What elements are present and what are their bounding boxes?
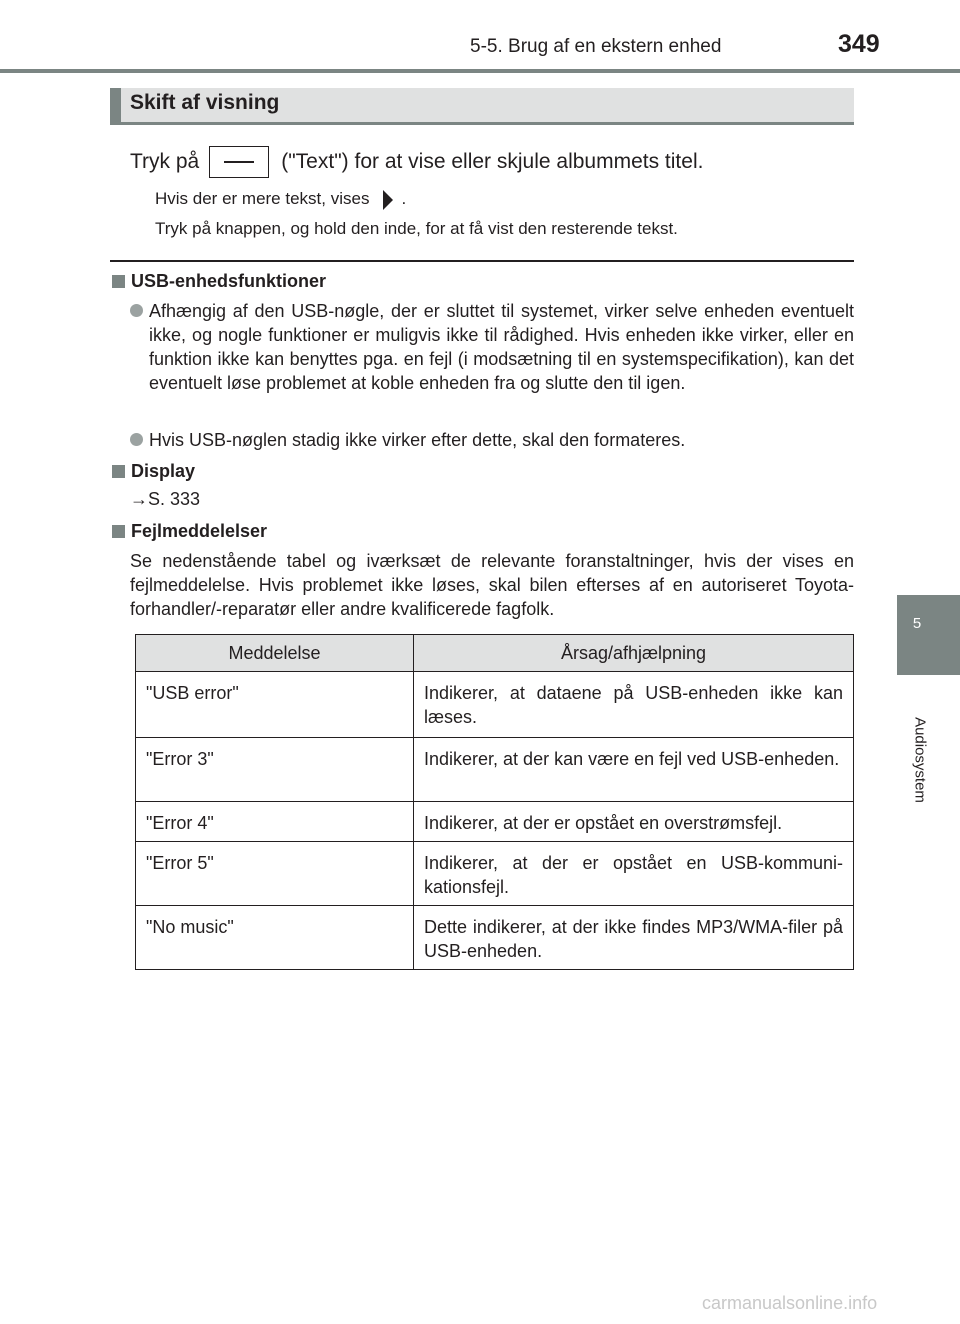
section-header-bar xyxy=(110,88,121,125)
display-heading: Display xyxy=(112,461,195,482)
table-cell-message: "Error 3" xyxy=(136,738,414,802)
chapter-tab xyxy=(897,595,960,675)
table-cell-cause: Indikerer, at der kan være en fejl ved USB-enheden. xyxy=(414,738,854,802)
column-header-cause: Årsag/afhjælpning xyxy=(414,635,854,672)
chapter-tab-label: Audiosystem xyxy=(911,717,929,803)
page-reference: →S. 333 xyxy=(130,489,201,509)
table-cell-cause: Indikerer, at dataene på USB-enheden ikke kan læses. xyxy=(414,672,854,738)
table-cell-message: "USB error" xyxy=(136,672,414,738)
table-cell-cause: Indikerer, at der er opstået en USB-kommuni-kationsfejl. xyxy=(414,842,854,906)
header-section-title: 5-5. Brug af en ekstern enhed xyxy=(470,36,722,57)
round-bullet-icon xyxy=(130,304,143,317)
chapter-tab-number: 5 xyxy=(912,615,922,632)
section-title: Skift af visning xyxy=(130,91,280,114)
round-bullet-icon xyxy=(130,433,143,446)
error-message-table xyxy=(135,634,854,970)
table-cell-message: "Error 4" xyxy=(136,802,414,842)
table-row xyxy=(136,842,854,906)
instruction-text: Tryk på ("Text") for at vise eller skjule albummets titel. xyxy=(130,146,703,178)
table-header-row xyxy=(136,635,854,672)
table-row xyxy=(136,802,854,842)
header-divider xyxy=(0,69,960,73)
more-text-arrow-icon xyxy=(383,190,393,210)
note-line-1: Hvis der er mere tekst, vises . xyxy=(155,189,407,208)
square-bullet-icon xyxy=(112,275,125,288)
section-divider xyxy=(110,260,854,262)
error-messages-heading: Fejlmeddelelser xyxy=(112,521,267,542)
column-header-message: Meddelelse xyxy=(136,635,414,672)
table-cell-message: "No music" xyxy=(136,906,414,970)
note-line-2: Tryk på knappen, og hold den inde, for at få vist den resterende tekst. xyxy=(155,219,678,238)
usb-functions-heading: USB-enhedsfunktioner xyxy=(112,271,326,292)
list-item: Afhængig af den USB-nøgle, der er sluttet til systemet, virker selve enheden eventuelt ikke, og nogle funktioner er muligvis ikke til rådighed. Hvis enheden ikke virker, eller en funktion ikke kan benyttes pga. en fejl (i modsætning til en systemspecifikation), kan det eventuelt løse problemet at koble enheden fra og slutte den til igen. xyxy=(130,299,854,395)
table-row xyxy=(136,672,854,738)
list-item: Hvis USB-nøglen stadig ikke virker efter dette, skal den formateres. xyxy=(130,428,854,452)
table-cell-cause: Indikerer, at der er opstået en overstrømsfejl. xyxy=(414,802,854,842)
page-number: 349 xyxy=(838,30,880,58)
square-bullet-icon xyxy=(112,525,125,538)
table-cell-cause: Dette indikerer, at der ikke findes MP3/WMA-filer på USB-enheden. xyxy=(414,906,854,970)
table-row xyxy=(136,906,854,970)
square-bullet-icon xyxy=(112,465,125,478)
error-intro-paragraph: Se nedenstående tabel og iværksæt de relevante foranstaltninger, hvis der vises en fejlmeddelelse. Hvis problemet ikke løses, skal bilen efterses af en autoriseret Toyota-forhandler/-reparatør eller andre kvalificerede fagfolk. xyxy=(130,551,854,619)
table-row xyxy=(136,738,854,802)
table-cell-message: "Error 5" xyxy=(136,842,414,906)
watermark: carmanualsonline.info xyxy=(702,1293,878,1313)
arrow-right-icon: → xyxy=(130,489,148,509)
text-button-icon xyxy=(209,146,269,178)
